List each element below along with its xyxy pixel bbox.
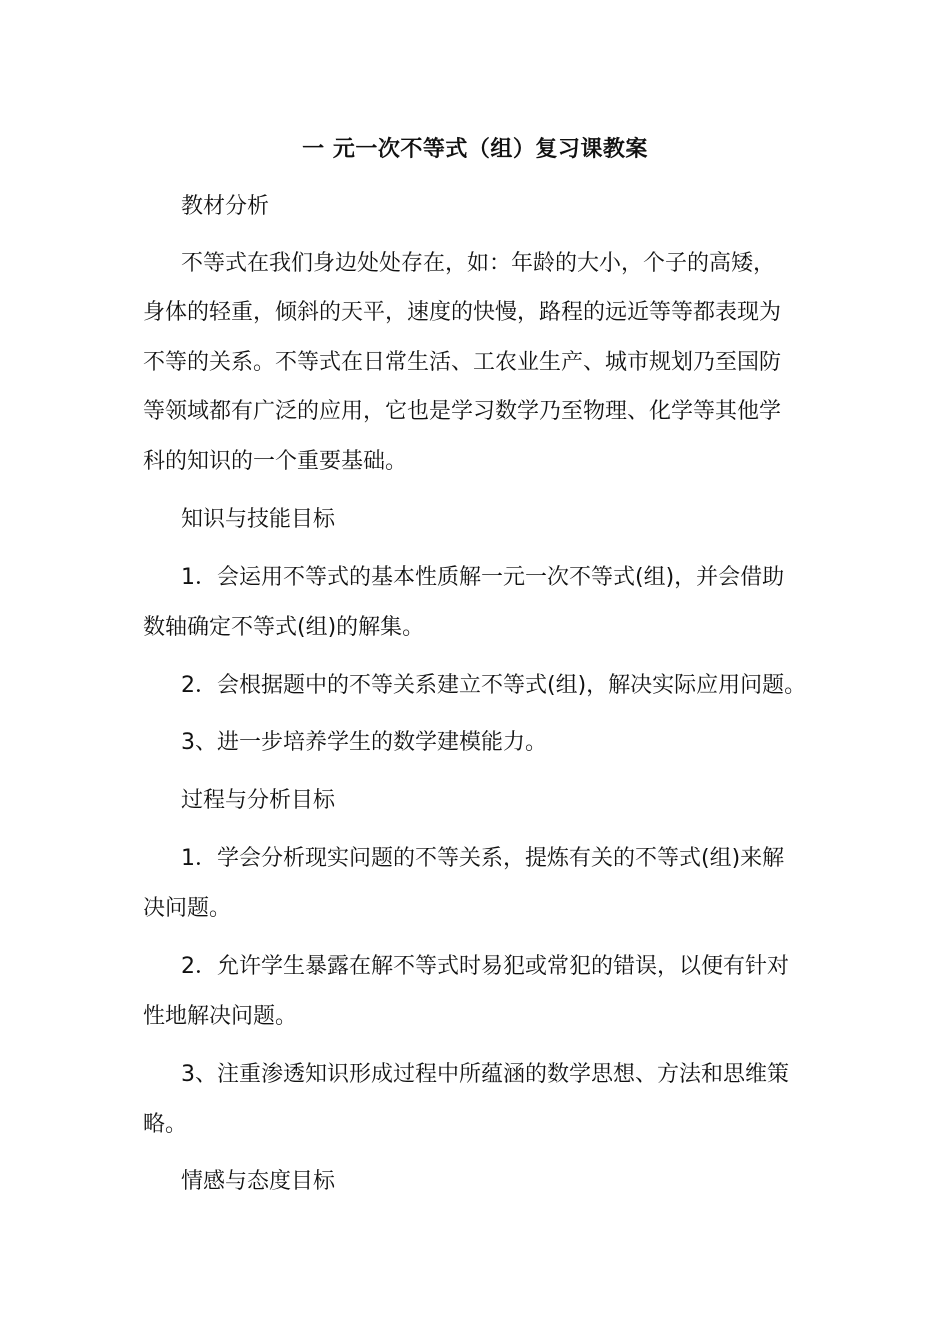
list-item-line: 2．会根据题中的不等关系建立不等式(组)，解决实际应用问题。 xyxy=(181,673,807,698)
list-item-line: 1．学会分析现实问题的不等关系，提炼有关的不等式(组)来解 xyxy=(181,846,785,871)
paragraph-line: 不等式在我们身边处处存在，如：年龄的大小，个子的高矮， xyxy=(181,251,776,276)
paragraph-line: 等领域都有广泛的应用，它也是学习数学乃至物理、化学等其他学 xyxy=(143,399,782,424)
section-heading-knowledge-skills: 知识与技能目标 xyxy=(181,507,336,532)
list-item-line: 性地解决问题。 xyxy=(143,1004,298,1029)
paragraph-line: 科的知识的一个重要基础。 xyxy=(143,449,408,474)
section-heading-process-analysis: 过程与分析目标 xyxy=(181,788,336,813)
list-item-line: 3、进一步培养学生的数学建模能力。 xyxy=(181,730,547,755)
list-item-line: 3、注重渗透知识形成过程中所蕴涵的数学思想、方法和思维策 xyxy=(181,1062,789,1087)
paragraph-line: 不等的关系。不等式在日常生活、工农业生产、城市规划乃至国防 xyxy=(143,350,782,375)
paragraph-line: 身体的轻重，倾斜的天平，速度的快慢，路程的远近等等都表现为 xyxy=(143,300,782,325)
section-heading-textbook-analysis: 教材分析 xyxy=(181,194,270,219)
list-item-line: 1．会运用不等式的基本性质解一元一次不等式(组)，并会借助 xyxy=(181,565,785,590)
list-item-line: 2．允许学生暴露在解不等式时易犯或常犯的错误，以便有针对 xyxy=(181,954,789,979)
list-item-line: 决问题。 xyxy=(143,896,232,921)
section-heading-emotion-attitude: 情感与态度目标 xyxy=(181,1169,336,1194)
list-item-line: 数轴确定不等式(组)的解集。 xyxy=(143,615,425,640)
list-item-line: 略。 xyxy=(143,1112,188,1137)
document-title: 一 元一次不等式（组）复习课教案 xyxy=(302,137,648,162)
